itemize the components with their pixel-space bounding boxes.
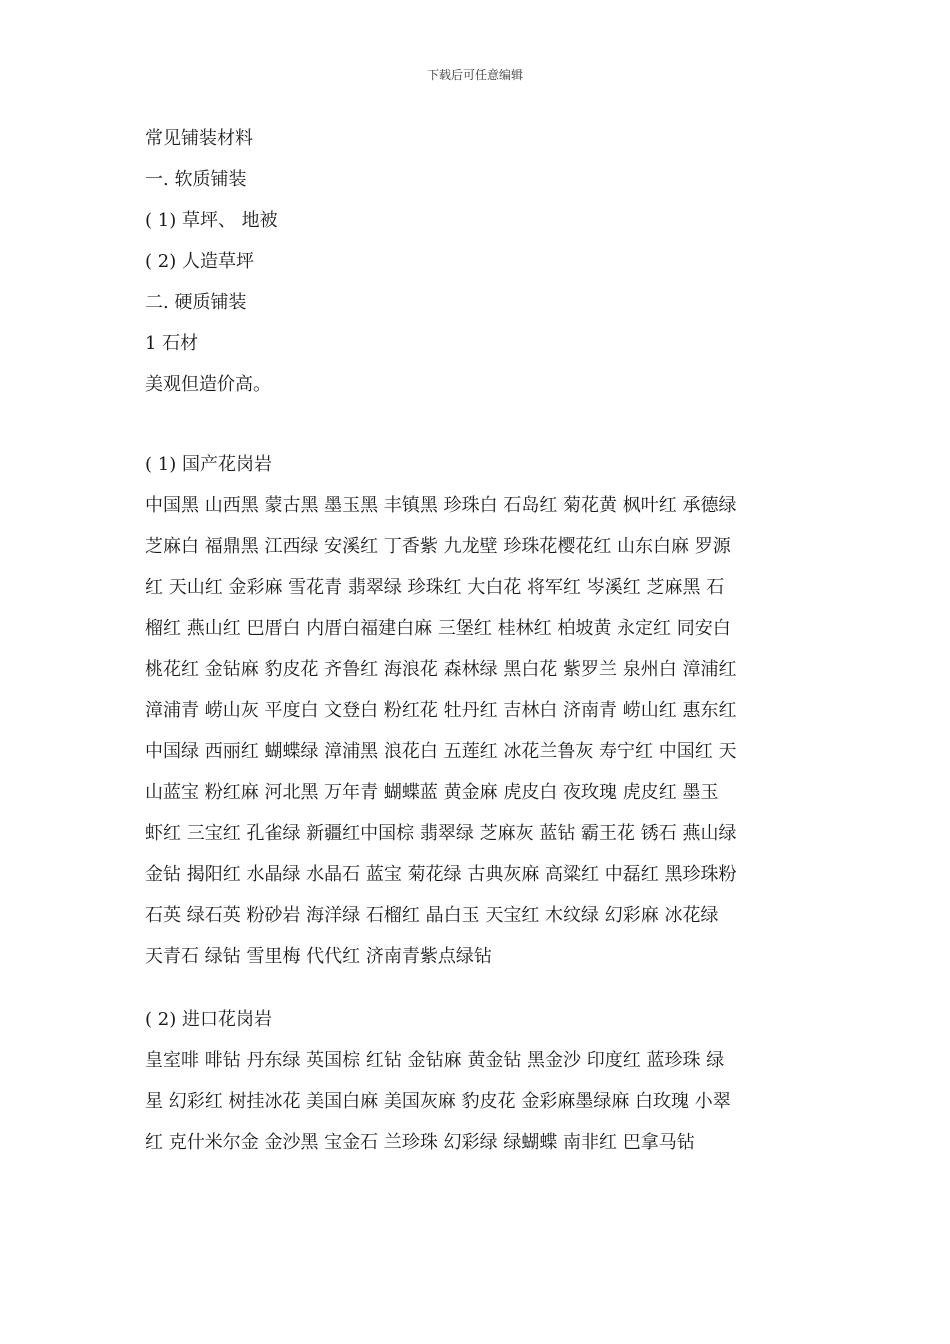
stone-note: 美观但造价高。 [145, 374, 271, 395]
domestic-granite-list [145, 485, 810, 977]
imported-granite-list [145, 1040, 810, 1163]
list-line: 红 克什米尔金 金沙黑 宝金石 兰珍珠 幻彩绿 绿蝴蝶 南非红 巴拿马钻 [145, 1132, 695, 1153]
domestic-granite-heading: ( 1) 国产花岗岩 [145, 454, 272, 475]
hard-paving-heading: 二. 硬质铺装 [145, 292, 247, 313]
list-line: 芝麻白 福鼎黑 江西绿 安溪红 丁香紫 九龙壁 珍珠花樱花红 山东白麻 罗源 [145, 536, 731, 557]
document-body [145, 118, 810, 1163]
document-title: 常见铺装材料 [145, 128, 253, 149]
list-line: 皇室啡 啡钻 丹东绿 英国棕 红钻 金钻麻 黄金钻 黑金沙 印度红 蓝珍珠 绿 [145, 1050, 725, 1071]
stone-heading: 1 石材 [145, 333, 199, 354]
list-line: 中国黑 山西黑 蒙古黑 墨玉黑 丰镇黑 珍珠白 石岛红 菊花黄 枫叶红 承德绿 [145, 495, 737, 516]
soft-item-artificial-turf: ( 2) 人造草坪 [145, 251, 254, 272]
imported-granite-heading: ( 2) 进口花岗岩 [145, 1009, 272, 1030]
list-line: 天青石 绿钻 雪里梅 代代红 济南青紫点绿钻 [145, 946, 492, 967]
list-line: 漳浦青 崂山灰 平度白 文登白 粉红花 牡丹红 吉林白 济南青 崂山红 惠东红 [145, 700, 737, 721]
list-line: 中国绿 西丽红 蝴蝶绿 漳浦黑 浪花白 五莲红 冰花兰鲁灰 寿宁红 中国红 天 [145, 741, 737, 762]
list-line: 星 幻彩红 树挂冰花 美国白麻 美国灰麻 豹皮花 金彩麻墨绿麻 白玫瑰 小翠 [145, 1091, 731, 1112]
list-line: 虾红 三宝红 孔雀绿 新疆红中国棕 翡翠绿 芝麻灰 蓝钻 霸王花 锈石 燕山绿 [145, 823, 737, 844]
list-line: 榴红 燕山红 巴厝白 内厝白福建白麻 三堡红 桂林红 柏坡黄 永定红 同安白 [145, 618, 731, 639]
list-line: 石英 绿石英 粉砂岩 海洋绿 石榴红 晶白玉 天宝红 木纹绿 幻彩麻 冰花绿 [145, 905, 719, 926]
list-line: 桃花红 金钻麻 豹皮花 齐鲁红 海浪花 森林绿 黑白花 紫罗兰 泉州白 漳浦红 [145, 659, 737, 680]
soft-item-grass: ( 1) 草坪、 地被 [145, 210, 278, 231]
list-line: 金钻 揭阳红 水晶绿 水晶石 蓝宝 菊花绿 古典灰麻 高粱红 中磊红 黑珍珠粉 [145, 864, 737, 885]
soft-paving-heading: 一. 软质铺装 [145, 169, 247, 190]
list-line: 红 天山红 金彩麻 雪花青 翡翠绿 珍珠红 大白花 将军红 岑溪红 芝麻黑 石 [145, 577, 725, 598]
page-header: 下载后可任意编辑 [426, 68, 523, 82]
list-line: 山蓝宝 粉红麻 河北黑 万年青 蝴蝶蓝 黄金麻 虎皮白 夜玫瑰 虎皮红 墨玉 [145, 782, 719, 803]
